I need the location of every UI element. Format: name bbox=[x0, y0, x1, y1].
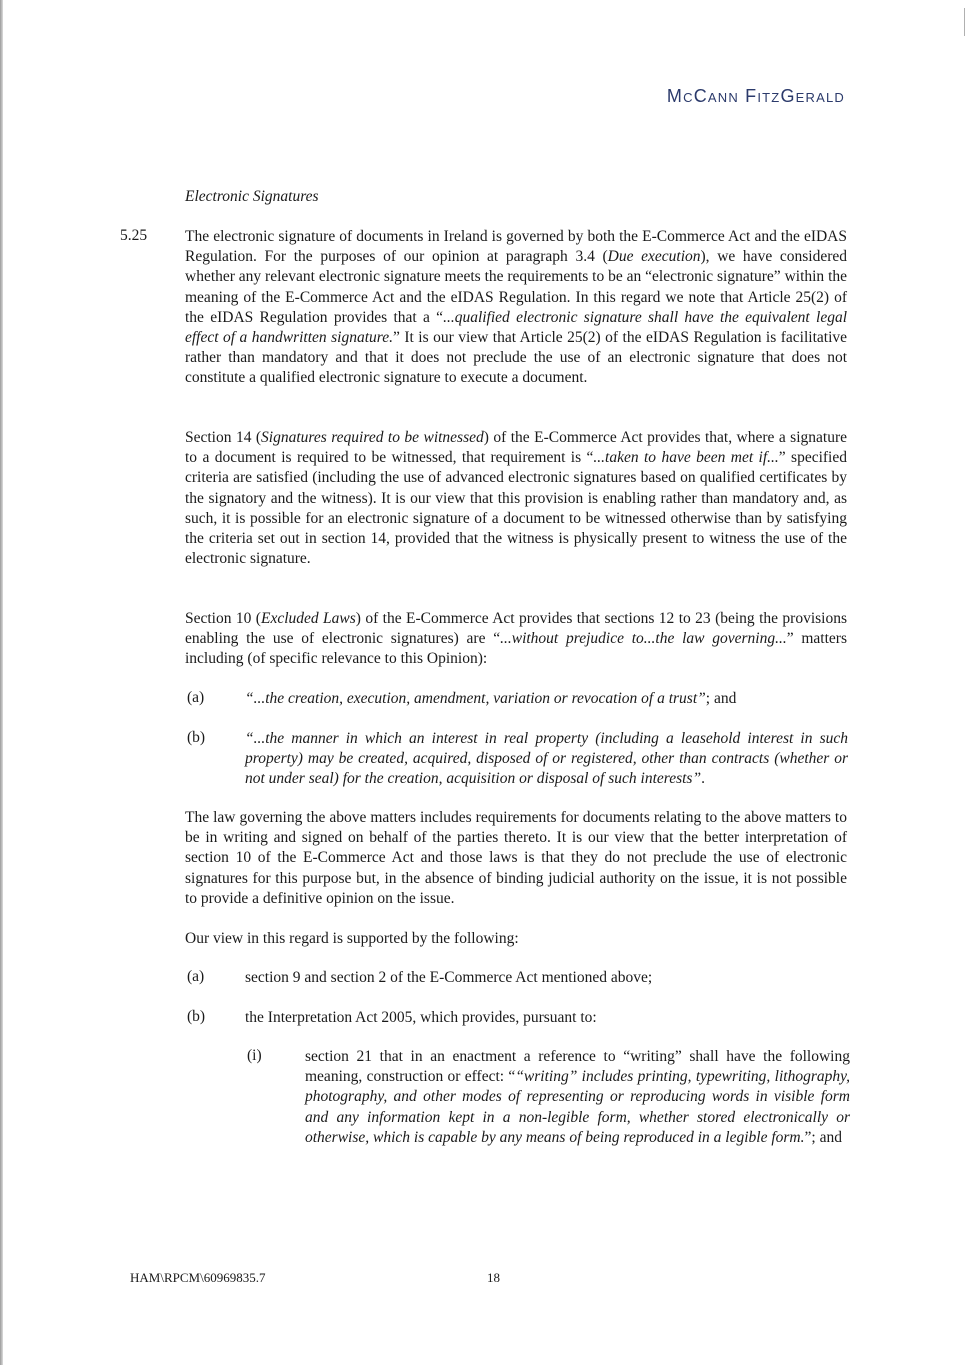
support-item-text-b: the Interpretation Act 2005, which provides, pursuant to: bbox=[245, 1009, 597, 1026]
sub-item-label-i: (i) bbox=[247, 1047, 262, 1064]
firm-logo: McCann FitzGerald bbox=[666, 86, 845, 106]
paragraph-body-1: The electronic signature of documents in Ireland is governed by both the E-Commerce Act and the eIDAS Regulation. For the purposes of our opinion at paragraph 3.4 (Due execution), we have considered whether any relevant electronic signature meets the requirements to be an “electronic signature” within the meaning of the E-Commerce Act and the eIDAS Regulation. In this regard we note that Article 25(2) of the eIDAS Regulation provides that a “...qualified electronic signature shall have the equivalent legal effect of a handwritten signature.” It is our view that Article 25(2) of the eIDAS Regulation is facilitative rather than mandatory and that it does not preclude the use of an electronic signature that does not constitute a qualified electronic signature to execute a document. bbox=[185, 228, 848, 387]
page-number: 18 bbox=[487, 1270, 500, 1285]
excluded-item-text-b: “...the manner in which an interest in real property (including a leasehold interest in such property) may be created, acquired, disposed of or registered, other than contracts (whether or not under seal) for the creation, acquisition or disposal of such interests”. bbox=[245, 730, 848, 788]
support-item-text-a: section 9 and section 2 of the E-Commerce Act mentioned above; bbox=[245, 969, 653, 986]
sub-item-text-i: section 21 that in an enactment a reference to “writing” shall have the following meaning, construction or effect: ““writing” includes printing, typewriting, lithography, photography, and other modes of representing or reproducing words in visible form and any information kept in a non-legible form, whether stored electronically or otherwise, which is capable by any means of being reproduced in a legible form.”; and bbox=[305, 1048, 850, 1146]
excluded-item-label-a: (a) bbox=[187, 689, 205, 706]
paragraph-body-3: Section 10 (Excluded Laws) of the E-Commerce Act provides that sections 12 to 23 (being the provisions enabling the use of electronic signatures) are “...without prejudice to...the law governing...” matters including (of specific relevance to this Opinion): bbox=[185, 610, 848, 668]
paragraph-number: 5.25 bbox=[120, 227, 148, 244]
support-item-label-b: (b) bbox=[187, 1008, 206, 1025]
paragraph-body-5: Our view in this regard is supported by the following: bbox=[185, 930, 519, 947]
paragraph-body-2: Section 14 (Signatures required to be witnessed) of the E-Commerce Act provides that, where a signature to a document is required to be witnessed, that requirement is “...taken to have been met if...” specified criteria are satisfied (including the use of advanced electronic signatures based on qualified certificates by the signatory and the witness). It is our view that this provision is enabling rather than mandatory and, as such, it is possible for an electronic signature of a document to be witnessed otherwise than by satisfying the criteria set out in section 14, provided that the witness is physically present to witness the use of the electronic signature. bbox=[185, 429, 848, 568]
excluded-item-label-b: (b) bbox=[187, 729, 206, 746]
page-left-edge bbox=[0, 0, 3, 1365]
support-item-label-a: (a) bbox=[187, 968, 205, 985]
excluded-item-text-a: “...the creation, execution, amendment, variation or revocation of a trust”; and bbox=[245, 690, 737, 707]
document-reference: HAM\RPCM\60969835.7 bbox=[130, 1270, 266, 1285]
paragraph-body-4: The law governing the above matters includes requirements for documents relating to the above matters to be in writing and signed on behalf of the parties thereto. It is our view that the better interpretation of section 10 of the E-Commerce Act and those laws is that they do not preclude the use of electronic signatures for this purpose but, in the absence of binding judicial authority on the issue, it is not possible to provide a definitive opinion on the issue. bbox=[185, 809, 847, 907]
section-heading: Electronic Signatures bbox=[185, 188, 319, 205]
